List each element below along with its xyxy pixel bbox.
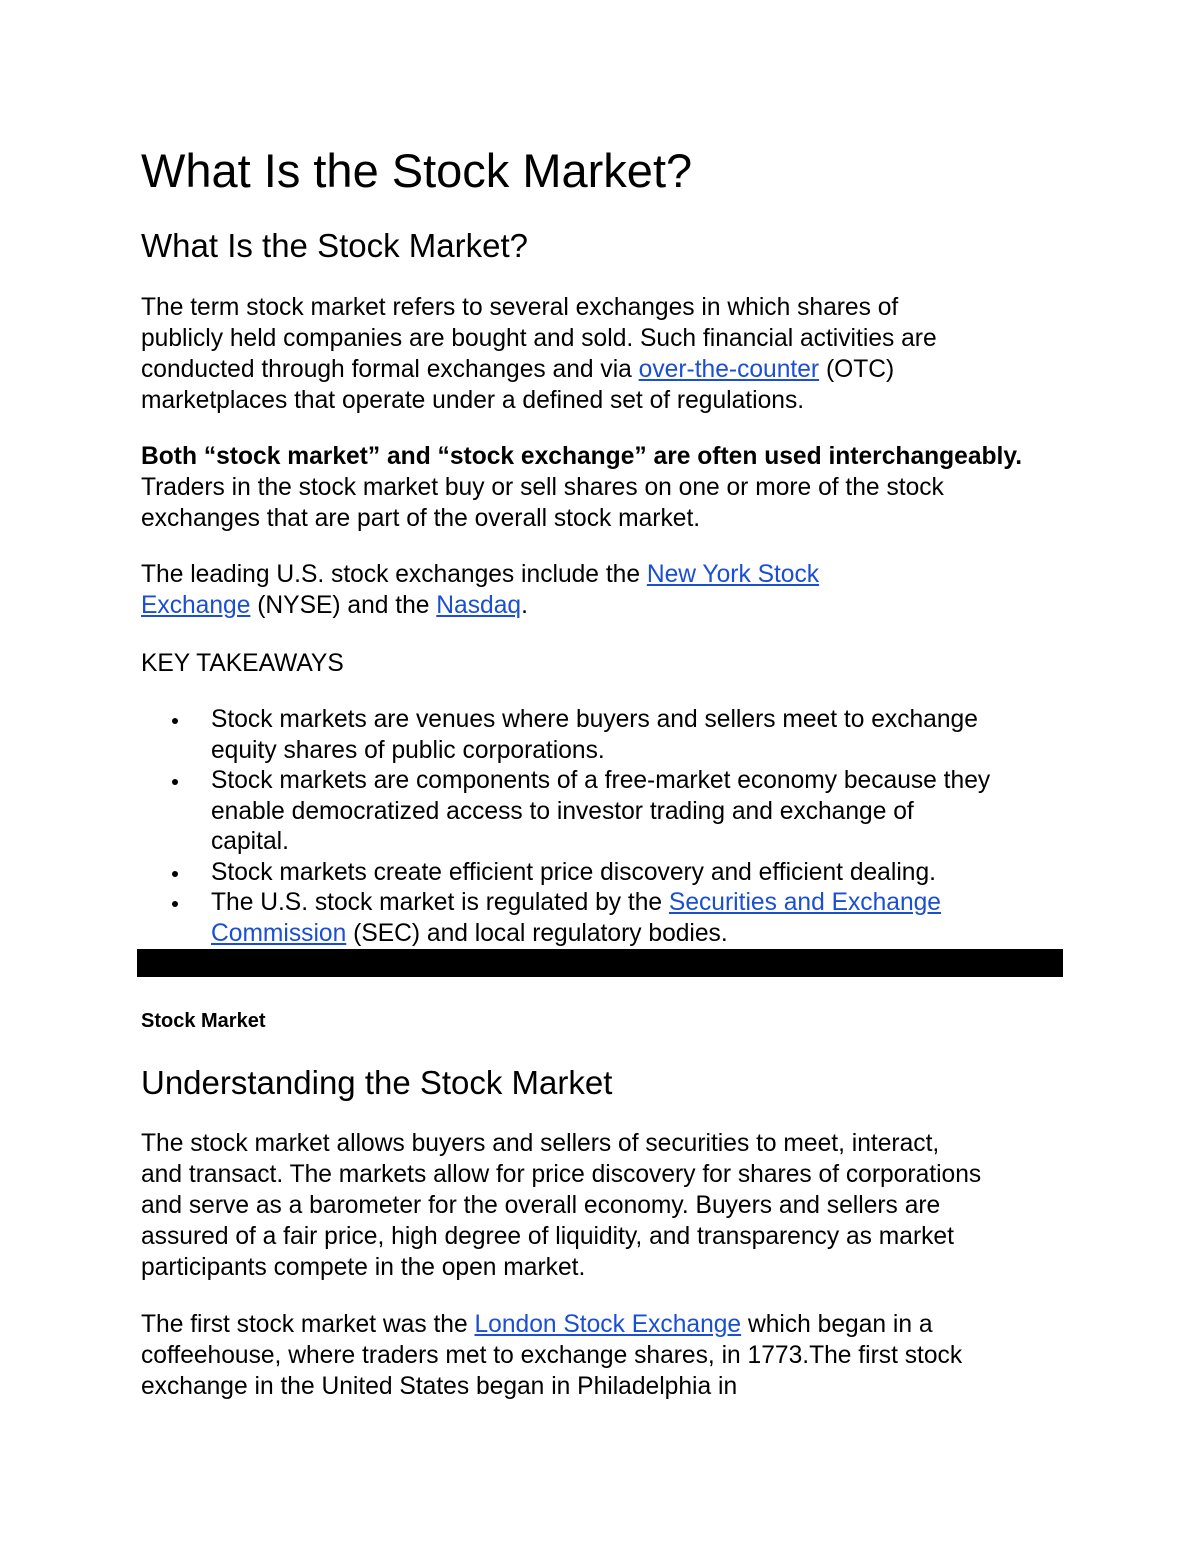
list-item <box>141 888 1066 949</box>
text-fragment: (OTC) <box>819 356 895 383</box>
text-line: The stock market allows buyers and sellers of securities to meet, interact, <box>141 1130 940 1157</box>
text-line: participants compete in the open market. <box>141 1254 586 1281</box>
text-line <box>141 1309 1066 1340</box>
text-line: Stock markets are components of a free-market economy because they <box>211 767 991 794</box>
text-line: marketplaces that operate under a defined set of regulations. <box>141 387 805 414</box>
link-nasdaq[interactable]: Nasdaq <box>436 592 522 619</box>
text-line: and serve as a barometer for the overall economy. Buyers and sellers are <box>141 1192 941 1219</box>
text-line: capital. <box>211 828 289 855</box>
text-line: coffeehouse, where traders met to exchange shares, in 1773.The first stock <box>141 1342 963 1369</box>
text-line: Stock markets create efficient price discovery and efficient dealing. <box>211 858 936 886</box>
text-line <box>141 559 1066 590</box>
text-line: publicly held companies are bought and sold. Such financial activities are <box>141 325 937 352</box>
section-heading-understanding: Understanding the Stock Market <box>141 1064 613 1101</box>
bullet-icon <box>172 718 178 724</box>
paragraph-definition <box>141 292 1066 416</box>
text-line: assured of a fair price, high degree of liquidity, and transparency as market <box>141 1223 954 1250</box>
key-takeaways-list <box>141 705 1066 949</box>
link-securities-and-exchange-commission[interactable]: Securities and Exchange <box>668 889 941 916</box>
text-line <box>211 919 1066 950</box>
bullet-icon <box>172 779 178 785</box>
text-line: equity shares of public corporations. <box>211 736 605 764</box>
text-line: and transact. The markets allow for price discovery for shares of corporations <box>141 1161 982 1188</box>
text-fragment: The first stock market was the <box>141 1311 475 1338</box>
list-item <box>141 766 1066 858</box>
text-line <box>211 888 1066 919</box>
paragraph-interchangeable <box>141 441 1066 534</box>
link-new-york-stock-exchange-cont[interactable]: Exchange <box>141 592 251 619</box>
document-title: What Is the Stock Market? <box>141 144 693 197</box>
text-line <box>141 354 1066 385</box>
link-new-york-stock-exchange[interactable]: New York Stock <box>646 561 820 588</box>
section-heading-what-is: What Is the Stock Market? <box>141 227 528 264</box>
bold-text-line: Both “stock market” and “stock exchange” are often used interchangeably. <box>141 443 1023 470</box>
text-line: The term stock market refers to several exchanges in which shares of <box>141 294 899 321</box>
bullet-icon <box>172 871 178 877</box>
text-line: enable democratized access to investor trading and exchange of <box>211 797 914 825</box>
text-fragment: The leading U.S. stock exchanges include the <box>141 561 647 588</box>
list-item <box>141 705 1066 766</box>
text-fragment: (NYSE) and the <box>250 592 437 619</box>
text-line: Stock markets are venues where buyers and sellers meet to exchange <box>211 706 978 733</box>
text-line: exchange in the United States began in Philadelphia in <box>141 1373 738 1400</box>
text-line: Traders in the stock market buy or sell shares on one or more of the stock <box>141 474 944 501</box>
paragraph-leading-exchanges <box>141 559 1066 621</box>
link-london-stock-exchange[interactable]: London Stock Exchange <box>474 1311 742 1338</box>
black-redaction-bar <box>137 949 1063 977</box>
text-line: exchanges that are part of the overall stock market. <box>141 505 701 532</box>
key-takeaways-label: KEY TAKEAWAYS <box>141 650 344 677</box>
text-fragment: . <box>521 592 528 619</box>
link-over-the-counter[interactable]: over-the-counter <box>638 356 820 383</box>
paragraph-understanding <box>141 1128 1066 1283</box>
paragraph-first-stock-market <box>141 1309 1066 1402</box>
text-fragment: conducted through formal exchanges and via <box>141 356 639 383</box>
bullet-icon <box>172 901 178 907</box>
link-securities-and-exchange-commission-cont[interactable]: Commission <box>211 919 347 947</box>
text-fragment: The U.S. stock market is regulated by the <box>211 889 669 916</box>
stock-market-label: Stock Market <box>141 1010 266 1032</box>
list-item <box>141 858 1066 889</box>
text-fragment: (SEC) and local regulatory bodies. <box>346 919 728 947</box>
text-fragment: which began in a <box>741 1311 933 1338</box>
text-line <box>141 590 1066 621</box>
